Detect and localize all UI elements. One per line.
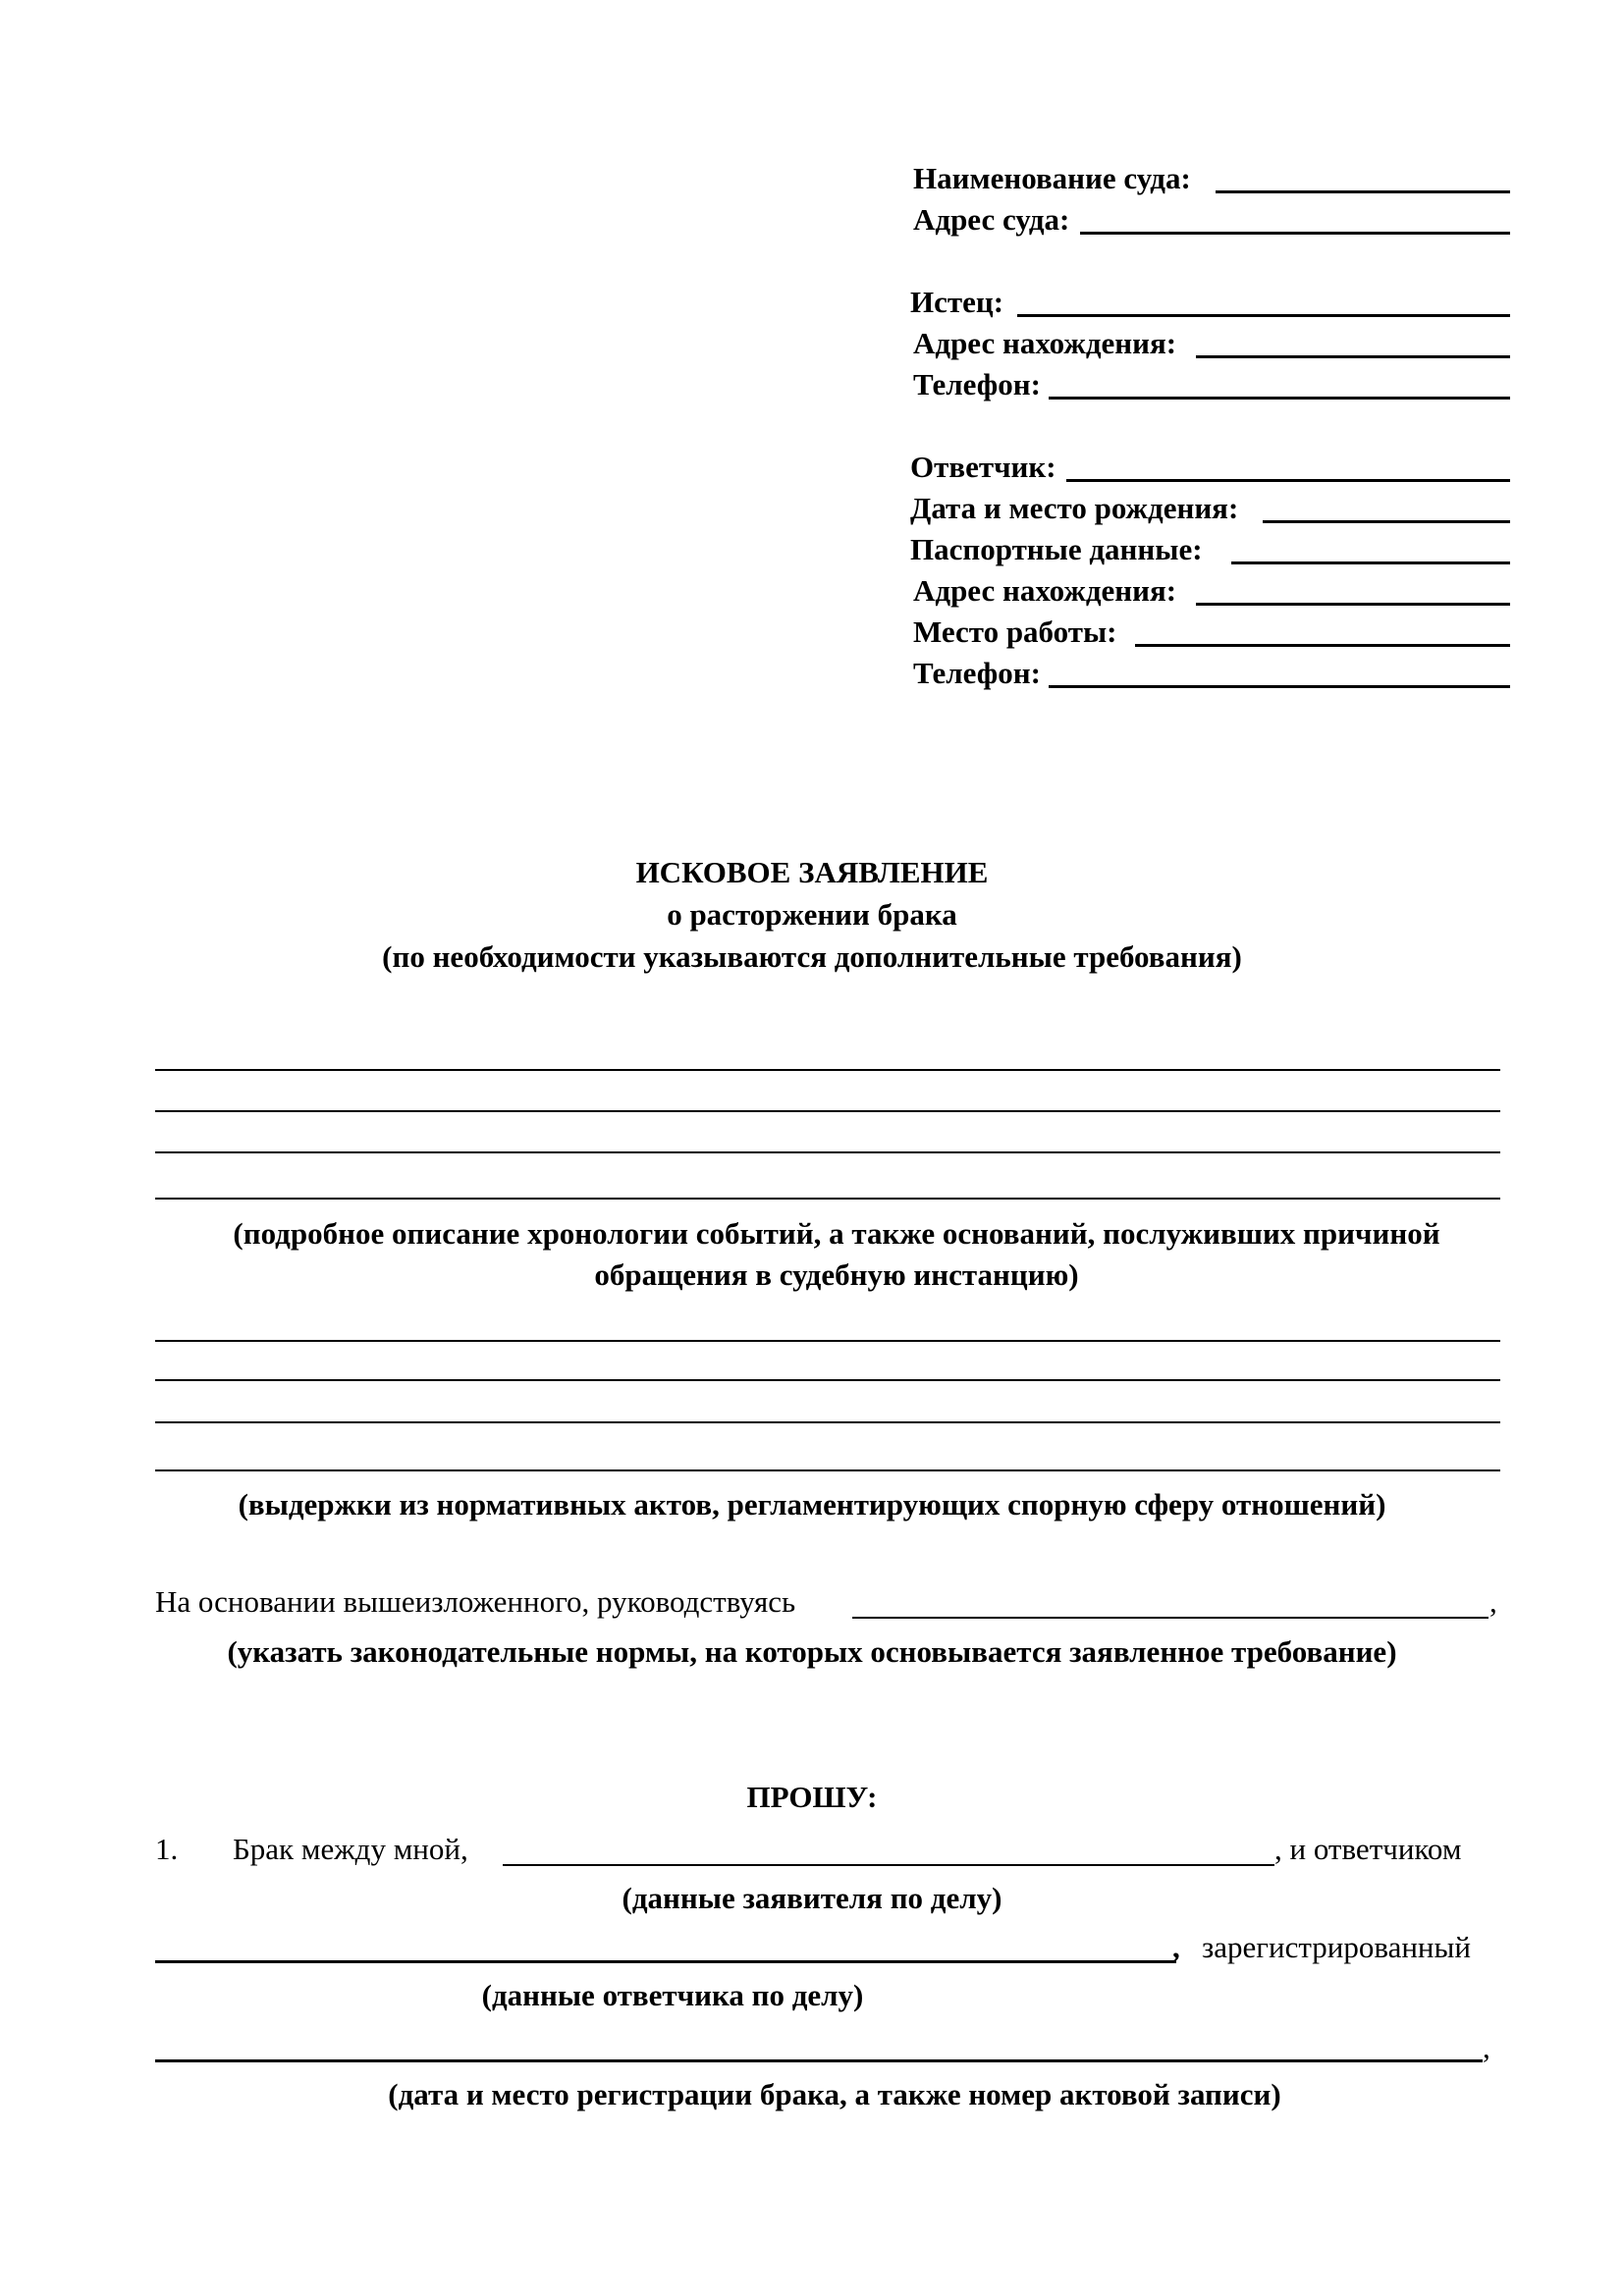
defendant-phone-line <box>1049 685 1510 688</box>
basis-line <box>852 1617 1489 1619</box>
plaintiff-address-line <box>1196 355 1510 358</box>
plaintiff-address-label: Адрес нахождения: <box>913 326 1177 360</box>
defendant-work-line <box>1135 644 1510 647</box>
acts-hint: (выдержки из нормативных актов, регламентирующих спорную сферу отношений) <box>238 1487 1386 1522</box>
document-title-note: (по необходимости указываются дополнительные требования) <box>382 939 1242 974</box>
applicant-hint: (данные заявителя по делу) <box>622 1881 1002 1915</box>
defendant-address-label: Адрес нахождения: <box>913 573 1177 608</box>
defendant-line <box>1066 479 1510 482</box>
plaintiff-label: Истец: <box>910 285 1004 319</box>
defendant-phone-label: Телефон: <box>913 656 1041 690</box>
defendant-passport-line <box>1231 561 1510 564</box>
court-address-line <box>1080 232 1510 235</box>
court-name-label: Наименование суда: <box>913 161 1191 195</box>
writing-line <box>155 1340 1500 1342</box>
writing-line <box>155 1151 1500 1153</box>
basis-comma: , <box>1489 1584 1497 1619</box>
defendant-birth-line <box>1263 520 1510 523</box>
defendant-passport-label: Паспортные данные: <box>910 532 1203 566</box>
writing-line <box>155 1469 1500 1471</box>
registered-text: зарегистрированный <box>1202 1930 1471 1964</box>
request-and-defendant: , и ответчиком <box>1274 1832 1462 1866</box>
defendant-address-line <box>1196 603 1510 606</box>
request-item-start: Брак между мной, <box>233 1832 468 1866</box>
writing-line <box>155 1069 1500 1071</box>
court-name-line <box>1216 190 1510 193</box>
defendant-work-label: Место работы: <box>913 614 1117 649</box>
registered-comma: , <box>1172 1930 1180 1964</box>
basis-text: На основании вышеизложенного, руководствуясь <box>155 1584 796 1619</box>
events-hint: (подробное описание хронологии событий, а также оснований, послуживших причиной обращения в судебную инстанцию) <box>233 1216 1440 1292</box>
court-address-label: Адрес суда: <box>913 202 1070 237</box>
writing-line <box>155 1198 1500 1200</box>
request-item-number: 1. <box>155 1832 179 1866</box>
basis-hint: (указать законодательные нормы, на которых основывается заявленное требование) <box>227 1634 1397 1669</box>
applicant-line <box>503 1864 1274 1866</box>
writing-line <box>155 1110 1500 1112</box>
document-subtitle: о расторжении брака <box>667 897 957 932</box>
marriage-data-line <box>155 2059 1483 2062</box>
writing-line <box>155 1379 1500 1381</box>
marriage-hint: (дата и место регистрации брака, а также номер актовой записи) <box>388 2077 1281 2111</box>
marriage-comma: , <box>1483 2030 1490 2064</box>
plaintiff-line <box>1017 314 1510 317</box>
writing-line <box>155 1421 1500 1423</box>
defendant-data-line <box>155 1960 1176 1963</box>
defendant-birth-label: Дата и место рождения: <box>910 491 1239 525</box>
plaintiff-phone-line <box>1049 397 1510 400</box>
defendant-label: Ответчик: <box>910 450 1056 484</box>
request-heading: ПРОШУ: <box>746 1780 878 1814</box>
plaintiff-phone-label: Телефон: <box>913 367 1041 401</box>
document-title: ИСКОВОЕ ЗАЯВЛЕНИЕ <box>635 855 989 889</box>
defendant-hint: (данные ответчика по делу) <box>481 1978 864 2012</box>
